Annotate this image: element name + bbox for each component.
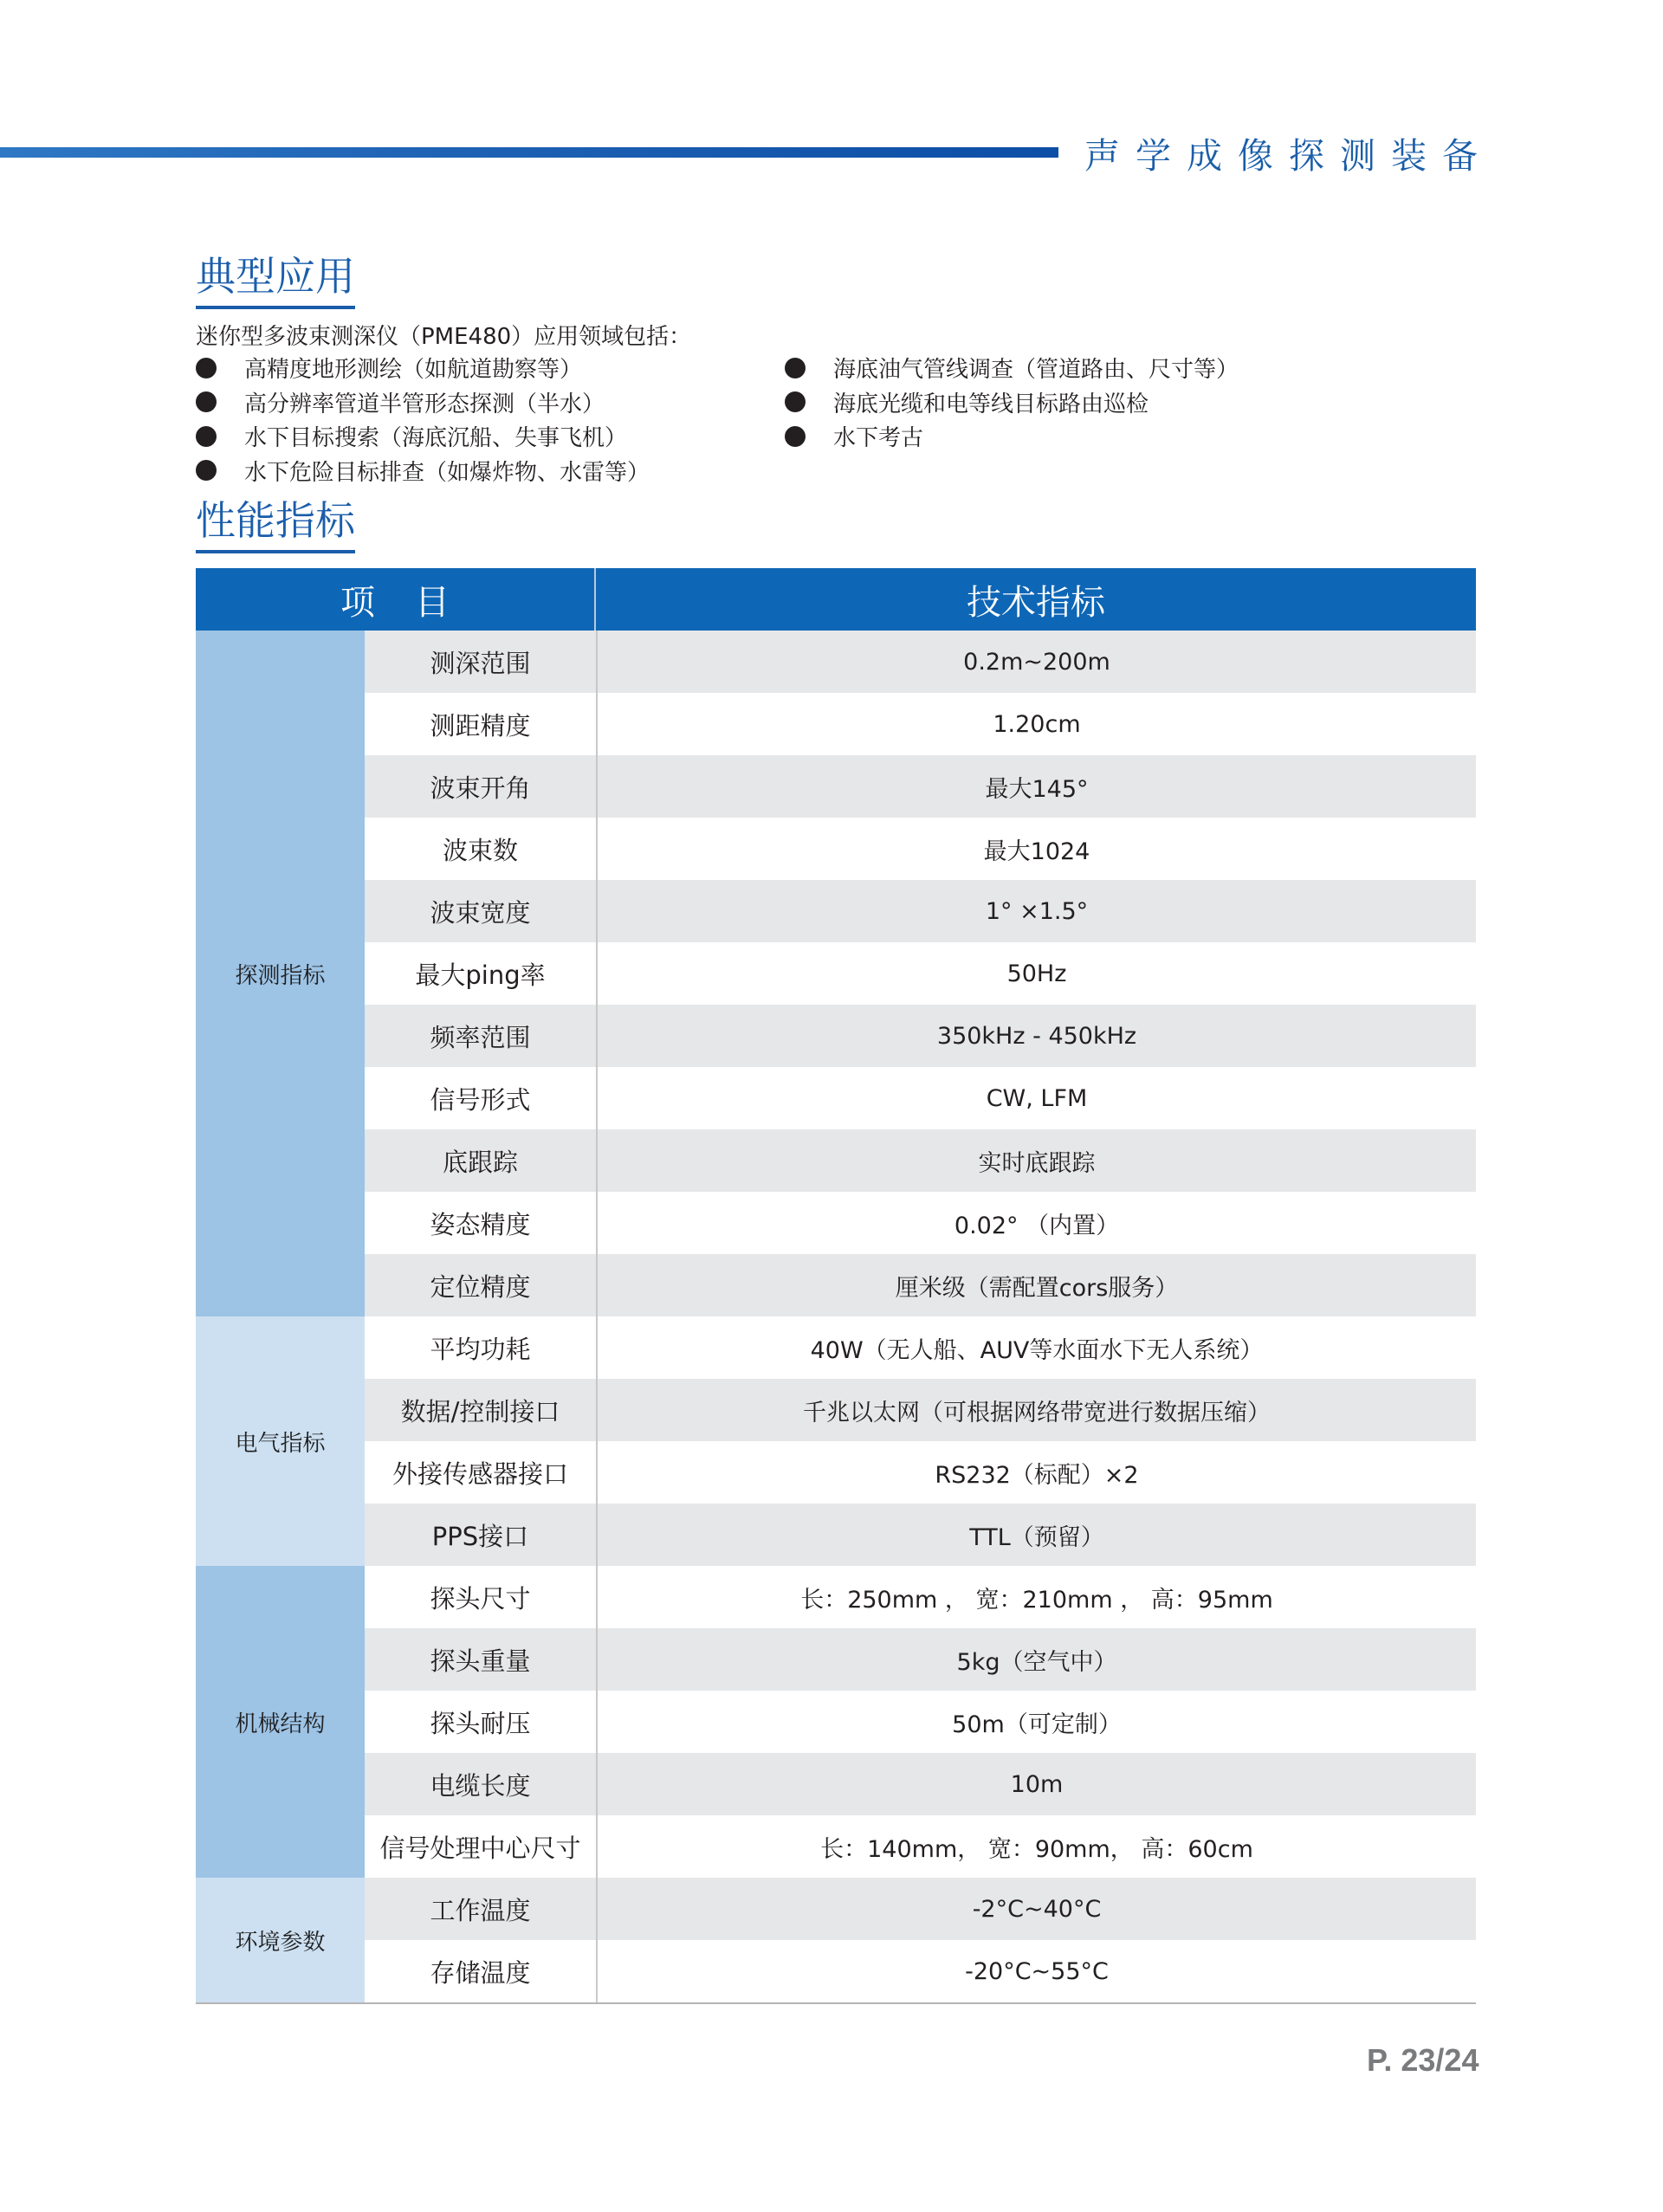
spec-item: 平均功耗	[365, 1316, 598, 1379]
application-item	[785, 385, 1239, 420]
table-row	[365, 693, 1476, 755]
spec-table	[196, 568, 1476, 2004]
bullet-icon	[785, 426, 806, 447]
header-accent-bar	[0, 147, 1058, 158]
spec-value: CW, LFM	[986, 1084, 1088, 1112]
spec-value: 1° ×1.5°	[985, 897, 1089, 925]
spec-value: 千兆以太网（可根据网络带宽进行数据压缩）	[803, 1399, 1271, 1426]
spec-category: 探测指标	[196, 631, 365, 1316]
spec-item: PPS接口	[365, 1504, 598, 1566]
spec-item: 底跟踪	[365, 1129, 598, 1192]
spec-category: 机械结构	[196, 1566, 365, 1878]
spec-item: 探头重量	[365, 1628, 598, 1691]
application-item	[785, 419, 1239, 454]
spec-value: -20°C~55°C	[965, 1957, 1109, 1985]
spec-item: 测深范围	[365, 631, 598, 693]
spec-value: 最大145°	[985, 775, 1089, 803]
table-row	[365, 1691, 1476, 1753]
table-row	[365, 1316, 1476, 1379]
spec-value: 10m	[1010, 1770, 1064, 1798]
spec-item: 信号形式	[365, 1067, 598, 1129]
application-item	[196, 385, 650, 420]
bullet-icon	[196, 391, 217, 412]
spec-value: 350kHz - 450kHz	[936, 1022, 1137, 1050]
table-row	[365, 1504, 1476, 1566]
spec-value: 5kg（空气中）	[956, 1648, 1117, 1676]
header-value-label: 技术指标	[967, 582, 1105, 623]
table-bottom-rule	[196, 2002, 1476, 2004]
table-row	[365, 1067, 1476, 1129]
table-row	[365, 1566, 1476, 1628]
table-row	[365, 1940, 1476, 2002]
spec-value: 长：250mm ， 宽：210mm ， 高：95mm	[800, 1586, 1273, 1614]
spec-item: 测距精度	[365, 693, 598, 755]
application-item	[196, 454, 650, 488]
spec-item: 外接传感器接口	[365, 1441, 598, 1504]
table-row	[365, 1628, 1476, 1691]
table-row	[365, 818, 1476, 880]
table-row	[365, 1129, 1476, 1192]
spec-group	[196, 1566, 1476, 1878]
table-row	[365, 755, 1476, 818]
spec-value: 40W（无人船、AUV等水面水下无人系统）	[810, 1336, 1264, 1364]
spec-item: 最大ping率	[365, 942, 598, 1005]
spec-category: 环境参数	[196, 1878, 365, 2002]
table-row	[365, 1815, 1476, 1878]
table-row	[365, 880, 1476, 942]
spec-item: 波束开角	[365, 755, 598, 818]
spec-group	[196, 1316, 1476, 1566]
spec-value: 厘米级（需配置cors服务）	[895, 1274, 1179, 1302]
spec-item: 波束数	[365, 818, 598, 880]
table-row	[365, 1192, 1476, 1254]
spec-item: 姿态精度	[365, 1192, 598, 1254]
spec-value: TTL（预留）	[969, 1523, 1104, 1551]
spec-group	[196, 631, 1476, 1316]
application-item	[196, 419, 650, 454]
table-header	[196, 568, 1476, 631]
spec-item: 波束宽度	[365, 880, 598, 942]
spec-value: 0.2m~200m	[963, 648, 1110, 676]
spec-item: 工作温度	[365, 1878, 598, 1940]
table-row	[365, 1753, 1476, 1815]
application-text: 高分辨率管道半管形态探测（半水）	[244, 391, 605, 417]
bullet-icon	[785, 391, 806, 412]
application-item	[785, 351, 1239, 385]
spec-item: 电缆长度	[365, 1753, 598, 1815]
spec-value: 1.20cm	[993, 710, 1081, 738]
application-text: 海底光缆和电等线目标路由巡检	[833, 391, 1149, 417]
spec-item: 信号处理中心尺寸	[365, 1815, 598, 1878]
bullet-icon	[196, 426, 217, 447]
application-text: 水下考古	[833, 425, 924, 452]
spec-value: 实时底跟踪	[978, 1149, 1096, 1177]
application-text: 高精度地形测绘（如航道勘察等）	[244, 357, 583, 384]
table-row	[365, 1379, 1476, 1441]
spec-group	[196, 1878, 1476, 2002]
spec-item: 存储温度	[365, 1940, 598, 2002]
spec-item: 定位精度	[365, 1254, 598, 1316]
section-title-specs: 性能指标	[196, 489, 355, 553]
section-title-applications: 典型应用	[196, 245, 355, 309]
table-row	[365, 1878, 1476, 1940]
application-text: 水下危险目标排查（如爆炸物、水雷等）	[244, 459, 650, 486]
spec-item: 数据/控制接口	[365, 1379, 598, 1441]
spec-value: 0.02° （内置）	[954, 1212, 1120, 1239]
application-text: 水下目标搜索（海底沉船、失事飞机）	[244, 425, 628, 452]
spec-value: -2°C~40°C	[972, 1895, 1102, 1923]
table-body	[196, 631, 1476, 2002]
applications-intro: 迷你型多波束测深仪（PME480）应用领域包括：	[196, 324, 692, 350]
spec-value: RS232（标配）×2	[935, 1461, 1139, 1489]
spec-value: 50Hz	[1006, 960, 1067, 987]
applications-list-right	[785, 351, 1239, 454]
header-item-label: 项目	[196, 568, 596, 631]
table-row	[365, 631, 1476, 693]
bullet-icon	[196, 358, 217, 378]
application-text: 海底油气管线调查（管道路由、尺寸等）	[833, 357, 1239, 384]
table-row	[365, 1254, 1476, 1316]
spec-item: 频率范围	[365, 1005, 598, 1067]
page-number: P. 23/24	[1367, 2042, 1479, 2078]
bullet-icon	[196, 460, 217, 481]
spec-value: 最大1024	[983, 838, 1090, 865]
bullet-icon	[785, 358, 806, 378]
table-row	[365, 942, 1476, 1005]
header-title: 声学成像探测装备	[1084, 135, 1493, 177]
spec-value: 长：140mm， 宽：90mm， 高：60cm	[820, 1835, 1253, 1863]
application-item	[196, 351, 650, 385]
spec-value: 50m（可定制）	[952, 1711, 1122, 1738]
table-row	[365, 1441, 1476, 1504]
applications-list-left	[196, 351, 650, 488]
spec-item: 探头耐压	[365, 1691, 598, 1753]
spec-category: 电气指标	[196, 1316, 365, 1566]
table-row	[365, 1005, 1476, 1067]
spec-item: 探头尺寸	[365, 1566, 598, 1628]
